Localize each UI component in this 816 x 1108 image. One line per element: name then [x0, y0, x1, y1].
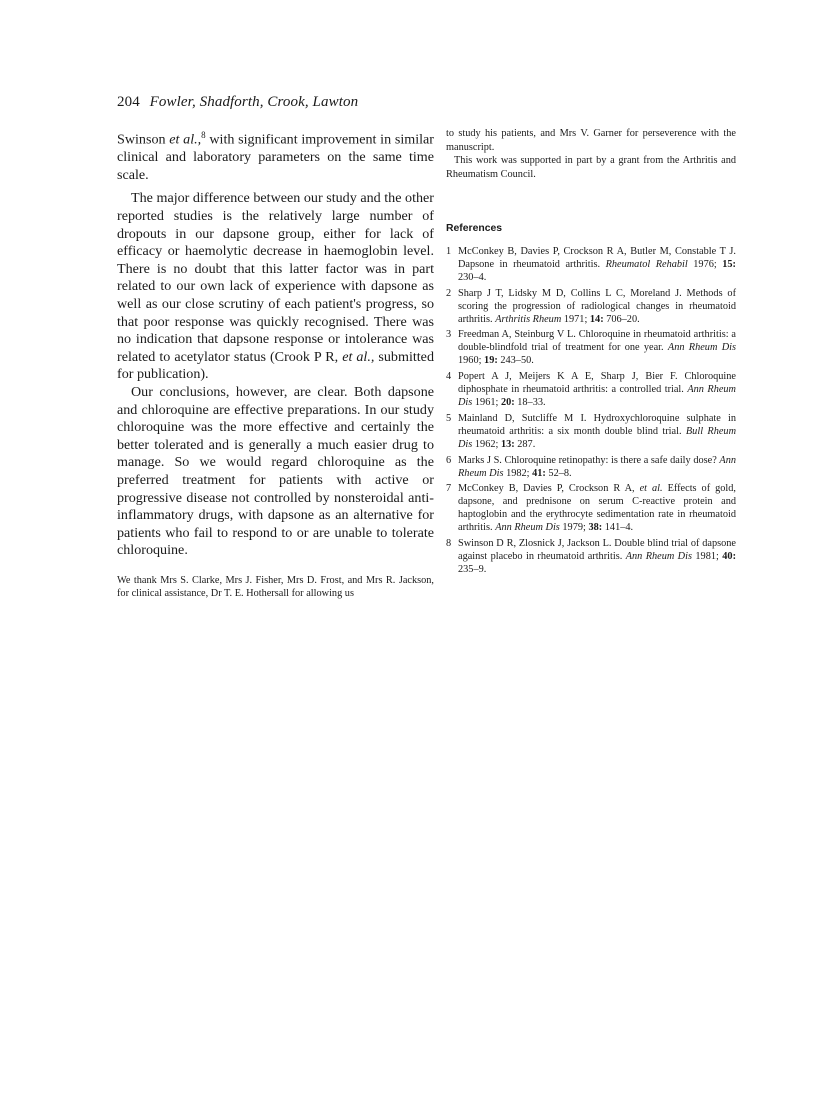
reference-item: 1 McConkey B, Davies P, Crockson R A, Butler M, Constable T J. Dapsone in rheumatoid arthritis. Rheumatol Rehabil 1976; 15: 230–4.: [446, 246, 736, 283]
page-number: 204: [117, 94, 140, 110]
acknowledgements: We thank Mrs S. Clarke, Mrs J. Fisher, Mrs D. Frost, and Mrs R. Jackson, for clinical assistance, Dr T. E. Hothersall for allowing us: [117, 574, 434, 600]
paragraph-2: The major difference between our study and the other reported studies is the relatively large number of dropouts in our dapsone group, either for lack of efficacy or haemolytic decrease in haemoglobin level. There is no doubt that this latter factor was in part related to our own lack of experience with dapsone as well as our close scrutiny of each patient's progress, so that poor response was quickly recognised. There was no indication that dapsone response or intolerance was related to acetylator status (Crook P R, et al., submitted for publication).: [117, 190, 434, 383]
left-column: [117, 127, 434, 601]
right-column: [446, 127, 736, 580]
citation-superscript: 8: [201, 130, 206, 140]
reference-list: [446, 246, 736, 577]
funding-statement: This work was supported in part by a grant from the Arthritis and Rheumatism Council.: [446, 155, 736, 180]
running-head-authors: Fowler, Shadforth, Crook, Lawton: [149, 94, 359, 110]
references-heading: References: [446, 223, 503, 234]
running-head: [117, 94, 358, 111]
paragraph-1: Swinson et al.,$^8$ with significant improvement in similar clinical and laboratory parameters on the same time scale.: [117, 130, 434, 183]
reference-item: 2 Sharp J T, Lidsky M D, Collins L C, Moreland J. Methods of scoring the progression of radiological changes in rheumatoid arthritis. Arthritis Rheum 1971; 14: 706–20.: [446, 287, 736, 325]
paragraph-3: Our conclusions, however, are clear. Both dapsone and chloroquine are effective preparations. In our study chloroquine was the more effective and certainly the better tolerated and is generally a much easier drug to manage. So we would regard chloroquine as the preferred treatment for patients with active or progressive disease not controlled by nonsteroidal anti-inflammatory drugs, with dapsone as an alternative for patients who fail to respond to or are unable to tolerate chloroquine.: [117, 384, 434, 559]
reference-item: 7 McConkey B, Davies P, Crockson R A, et al. Effects of gold, dapsone, and prednisone on serum C-reactive protein and haptoglobin and the erythrocyte sedimentation rate in rheumatoid arthritis. Ann Rheum Dis 1979; 38: 141–4.: [446, 483, 736, 534]
reference-item: 4 Popert A J, Meijers K A E, Sharp J, Bier F. Chloroquine diphosphate in rheumatoid arthritis: a controlled trial. Ann Rheum Dis 1961; 20: 18–33.: [446, 371, 736, 408]
reference-item: 3 Freedman A, Steinburg V L. Chloroquine in rheumatoid arthritis: a double-blindfold trial of treatment for one year. Ann Rheum Dis 1960; 19: 243–50.: [446, 329, 736, 367]
reference-item: 5 Mainland D, Sutcliffe M I. Hydroxychloroquine sulphate in rheumatoid arthritis: a six month double blind trial. Bull Rheum Dis 1962; 13: 287.: [446, 412, 736, 450]
reference-item: 6 Marks J S. Chloroquine retinopathy: is there a safe daily dose? Ann Rheum Dis 1982; 41: 52–8.: [446, 454, 736, 479]
reference-item: 8 Swinson D R, Zlosnick J, Jackson L. Double blind trial of dapsone against placebo in rheumatoid arthritis. Ann Rheum Dis 1981; 40: 235–9.: [446, 538, 737, 575]
acknowledgements-continued: to study his patients, and Mrs V. Garner for perseverence with the manuscript.: [446, 128, 736, 153]
